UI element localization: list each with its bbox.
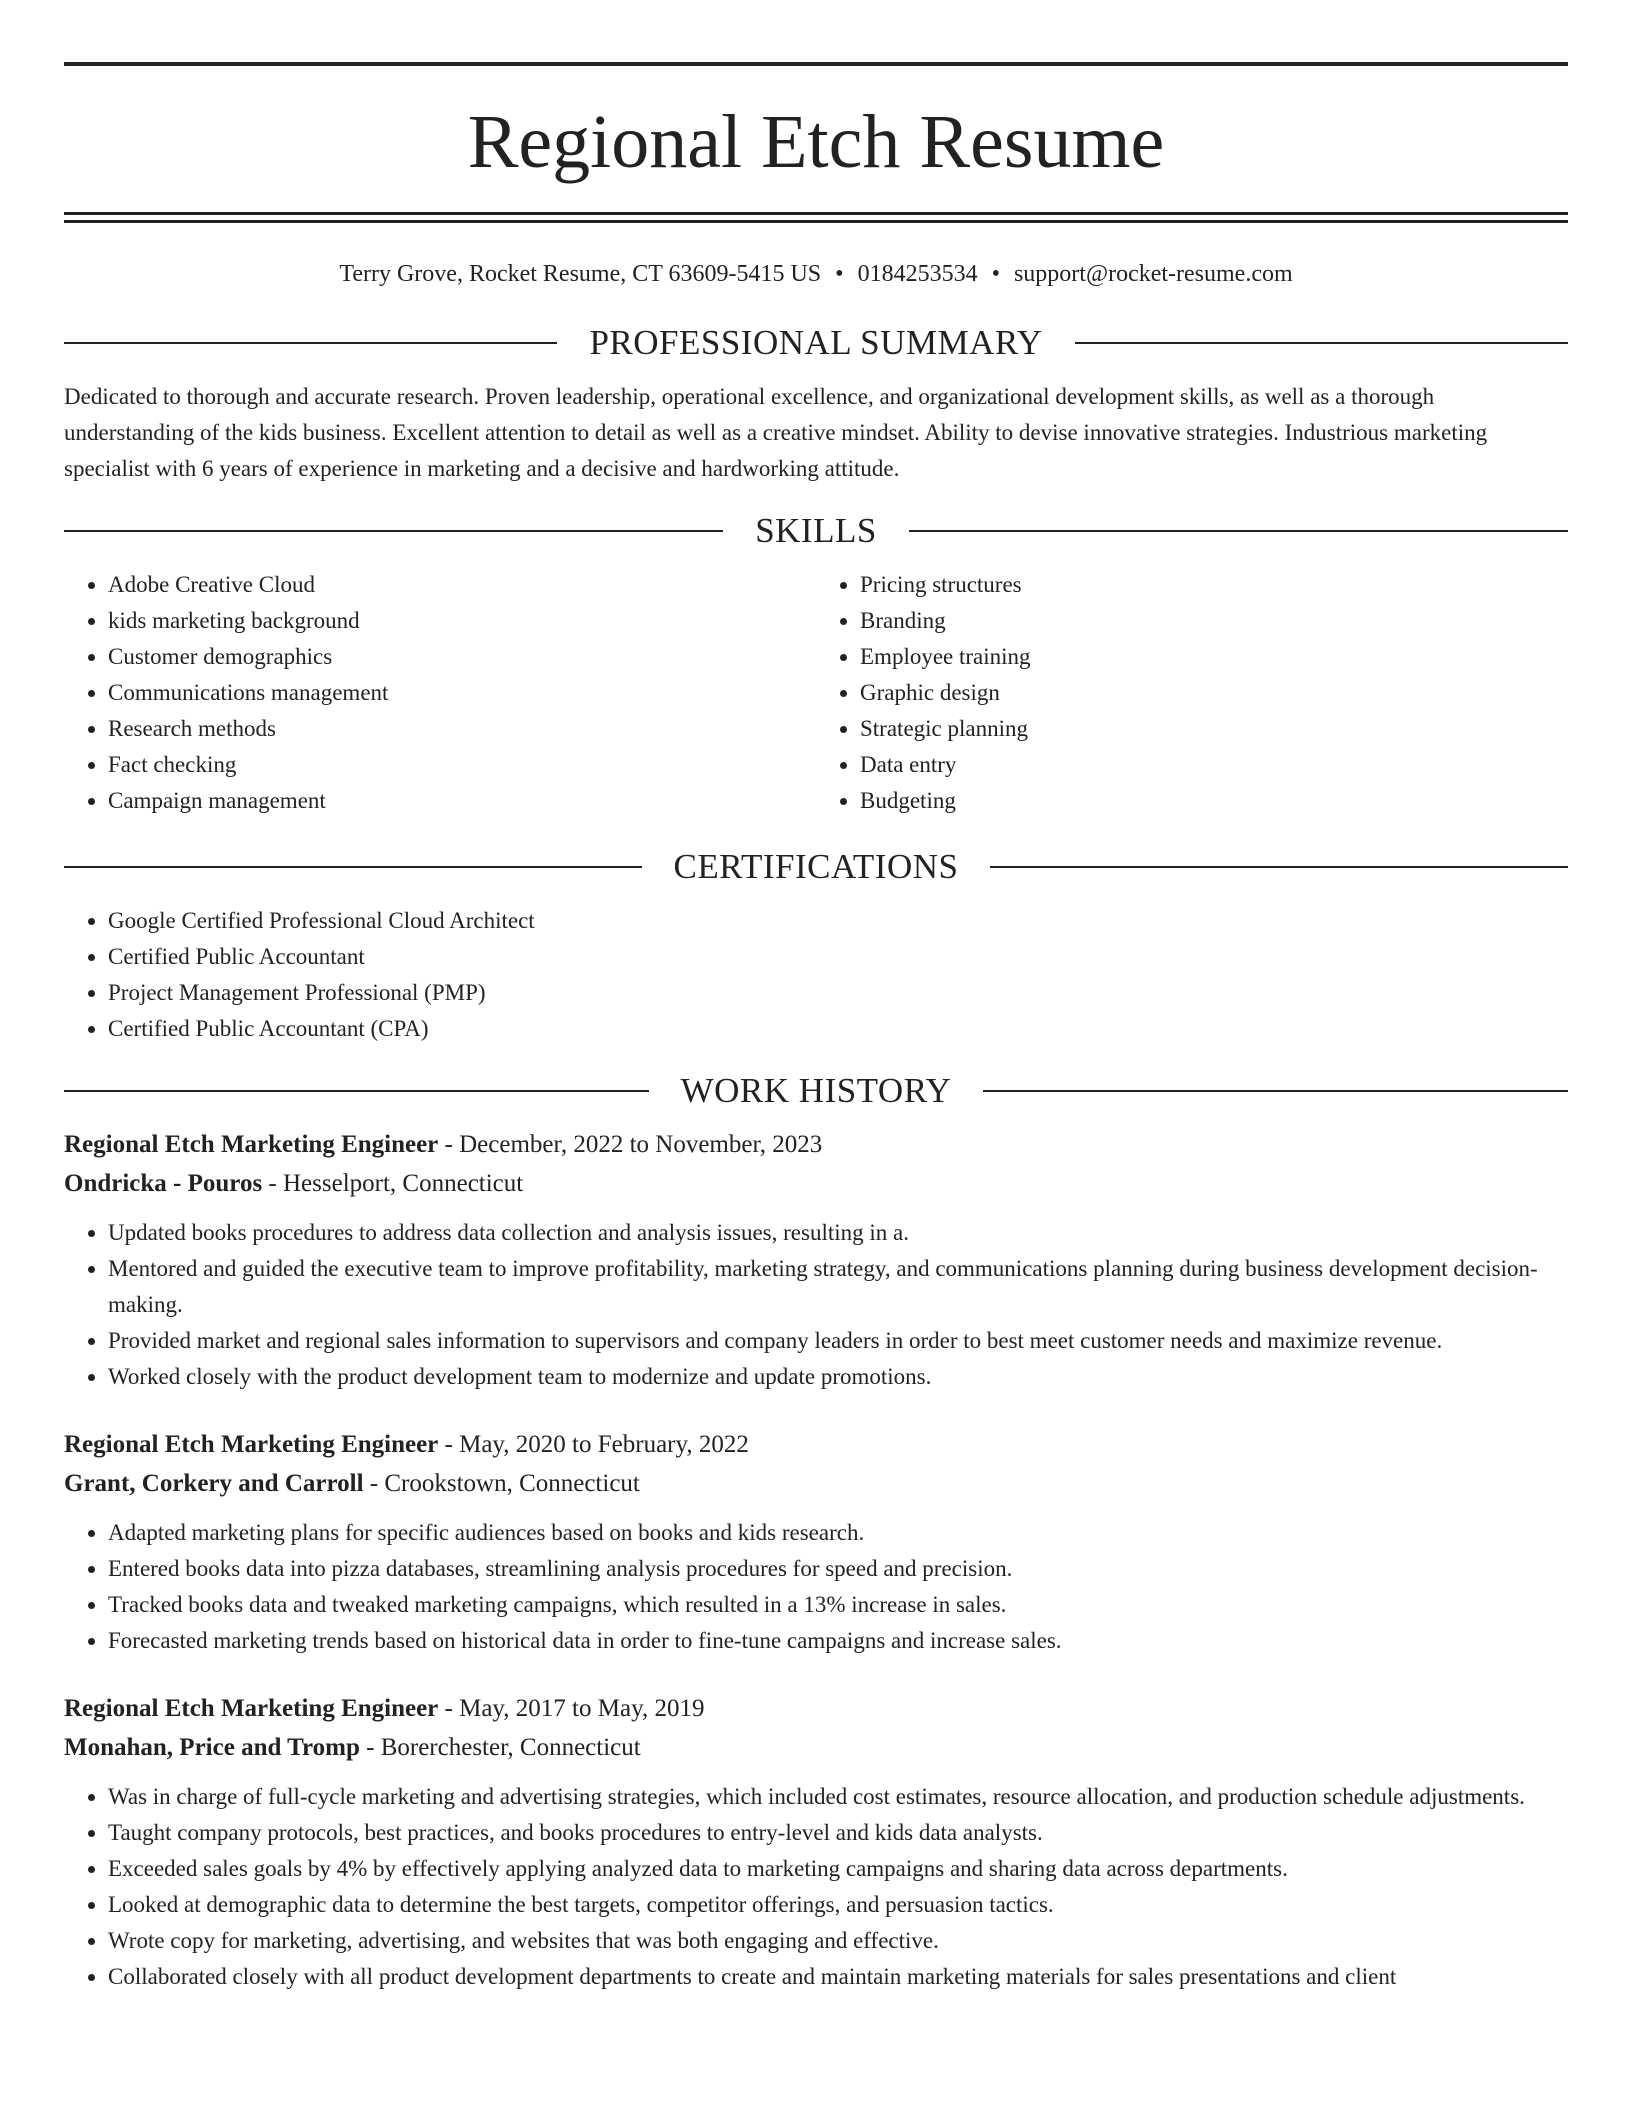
skill-item: • kids marketing background bbox=[108, 603, 816, 639]
heading-rule bbox=[909, 530, 1568, 532]
job-bullet: • Updated books procedures to address data collection and analysis issues, resulting in a. bbox=[108, 1215, 1568, 1251]
skill-item: • Communications management bbox=[108, 675, 816, 711]
skill-item: • Strategic planning bbox=[860, 711, 1568, 747]
skill-item: • Graphic design bbox=[860, 675, 1568, 711]
job-dates: - May, 2017 to May, 2019 bbox=[438, 1695, 705, 1722]
job-bullets bbox=[64, 1515, 1568, 1659]
job-company: Monahan, Price and Tromp bbox=[64, 1734, 360, 1761]
job-location: - Crookstown, Connecticut bbox=[363, 1470, 640, 1497]
job-company-line bbox=[64, 1728, 1568, 1767]
job-bullets bbox=[64, 1215, 1568, 1395]
job-bullet: • Collaborated closely with all product development departments to create and maintain marketing materials for sales presentations and client bbox=[108, 1959, 1568, 1995]
job-title: Regional Etch Marketing Engineer bbox=[64, 1695, 439, 1722]
job-title-line bbox=[64, 1689, 1568, 1728]
summary-text: Dedicated to thorough and accurate research. Proven leadership, operational excellence, and organizational development skills, as well as a thorough understanding of the kids business. Excellent attention to detail as well as a creative mindset. Ability to devise innovative strategies. Industrious marketing specialist with 6 years of experience in marketing and a decisive and hardworking attitude. bbox=[64, 384, 1488, 481]
skill-item: • Campaign management bbox=[108, 783, 816, 819]
job-bullet: • Provided market and regional sales information to supervisors and company leaders in order to best meet customer needs and maximize revenue. bbox=[108, 1323, 1568, 1359]
job-entry bbox=[64, 1425, 1568, 1659]
certification-item: • Project Management Professional (PMP) bbox=[108, 975, 1568, 1011]
job-bullet: • Was in charge of full-cycle marketing and advertising strategies, which included cost estimates, resource allocation, and production schedule adjustments. bbox=[108, 1779, 1568, 1815]
contact-phone: 0184253534 bbox=[857, 261, 978, 287]
section-heading-skills bbox=[64, 511, 1568, 551]
contact-email: support@rocket-resume.com bbox=[1013, 261, 1293, 287]
job-bullets bbox=[64, 1779, 1568, 1995]
job-company: Ondricka - Pouros bbox=[64, 1170, 263, 1197]
skills-column-right bbox=[816, 567, 1568, 819]
job-title: Regional Etch Marketing Engineer bbox=[64, 1131, 439, 1158]
job-title: Regional Etch Marketing Engineer bbox=[64, 1431, 439, 1458]
skill-item: • Customer demographics bbox=[108, 639, 816, 675]
job-dates: - May, 2020 to February, 2022 bbox=[438, 1431, 749, 1458]
certification-item: • Certified Public Accountant bbox=[108, 939, 1568, 975]
section-title-certifications: CERTIFICATIONS bbox=[673, 847, 959, 886]
job-title-line bbox=[64, 1425, 1568, 1464]
heading-rule bbox=[990, 866, 1568, 868]
job-bullet: • Looked at demographic data to determine the best targets, competitor offerings, and persuasion tactics. bbox=[108, 1887, 1568, 1923]
skill-item: • Pricing structures bbox=[860, 567, 1568, 603]
heading-rule bbox=[983, 1090, 1568, 1092]
job-bullet: • Tracked books data and tweaked marketing campaigns, which resulted in a 13% increase in sales. bbox=[108, 1587, 1568, 1623]
section-title-skills: SKILLS bbox=[755, 511, 877, 550]
section-title-summary: PROFESSIONAL SUMMARY bbox=[589, 323, 1043, 362]
certifications-list bbox=[64, 903, 1568, 1047]
skills-column-left bbox=[64, 567, 816, 819]
certification-item: • Google Certified Professional Cloud Architect bbox=[108, 903, 1568, 939]
job-bullet: • Worked closely with the product development team to modernize and update promotions. bbox=[108, 1359, 1568, 1395]
job-location: - Hesselport, Connecticut bbox=[262, 1170, 524, 1197]
job-bullet: • Wrote copy for marketing, advertising, and websites that was both engaging and effective. bbox=[108, 1923, 1568, 1959]
job-title-line bbox=[64, 1125, 1568, 1164]
heading-rule bbox=[1075, 342, 1568, 344]
skill-item: • Branding bbox=[860, 603, 1568, 639]
job-bullet: • Adapted marketing plans for specific audiences based on books and kids research. bbox=[108, 1515, 1568, 1551]
job-company-line bbox=[64, 1464, 1568, 1503]
job-entry bbox=[64, 1125, 1568, 1395]
job-entry bbox=[64, 1689, 1568, 1995]
skill-item: • Budgeting bbox=[860, 783, 1568, 819]
skills-list bbox=[64, 567, 1568, 819]
job-bullet: • Forecasted marketing trends based on historical data in order to fine-tune campaigns and increase sales. bbox=[108, 1623, 1568, 1659]
contact-separator: • bbox=[991, 261, 1000, 287]
job-dates: - December, 2022 to November, 2023 bbox=[438, 1131, 823, 1158]
job-bullet: • Mentored and guided the executive team to improve profitability, marketing strategy, and communications planning during business development decision-making. bbox=[108, 1251, 1568, 1323]
job-bullet: • Exceeded sales goals by 4% by effectively applying analyzed data to marketing campaigns and sharing data across departments. bbox=[108, 1851, 1568, 1887]
section-heading-work bbox=[64, 1071, 1568, 1111]
section-title-work: WORK HISTORY bbox=[680, 1071, 952, 1110]
page-title: Regional Etch Resume bbox=[467, 100, 1165, 184]
skill-item: • Adobe Creative Cloud bbox=[108, 567, 816, 603]
contact-address: Terry Grove, Rocket Resume, CT 63609-5415 US bbox=[339, 261, 822, 287]
job-bullet: • Entered books data into pizza databases, streamlining analysis procedures for speed and precision. bbox=[108, 1551, 1568, 1587]
contact-line bbox=[64, 259, 1568, 289]
job-bullet: • Taught company protocols, best practices, and books procedures to entry-level and kids data analysts. bbox=[108, 1815, 1568, 1851]
heading-rule bbox=[64, 1090, 649, 1092]
skill-item: • Research methods bbox=[108, 711, 816, 747]
skill-item: • Employee training bbox=[860, 639, 1568, 675]
certification-item: • Certified Public Accountant (CPA) bbox=[108, 1011, 1568, 1047]
job-company-line bbox=[64, 1164, 1568, 1203]
heading-rule bbox=[64, 342, 557, 344]
heading-rule bbox=[64, 530, 723, 532]
top-rule bbox=[64, 62, 1568, 66]
contact-separator: • bbox=[835, 261, 844, 287]
title-double-rule bbox=[64, 212, 1568, 223]
section-heading-certifications bbox=[64, 847, 1568, 887]
skill-item: • Data entry bbox=[860, 747, 1568, 783]
job-company: Grant, Corkery and Carroll bbox=[64, 1470, 364, 1497]
job-location: - Borerchester, Connecticut bbox=[359, 1734, 641, 1761]
section-heading-summary bbox=[64, 323, 1568, 363]
heading-rule bbox=[64, 866, 642, 868]
skill-item: • Fact checking bbox=[108, 747, 816, 783]
